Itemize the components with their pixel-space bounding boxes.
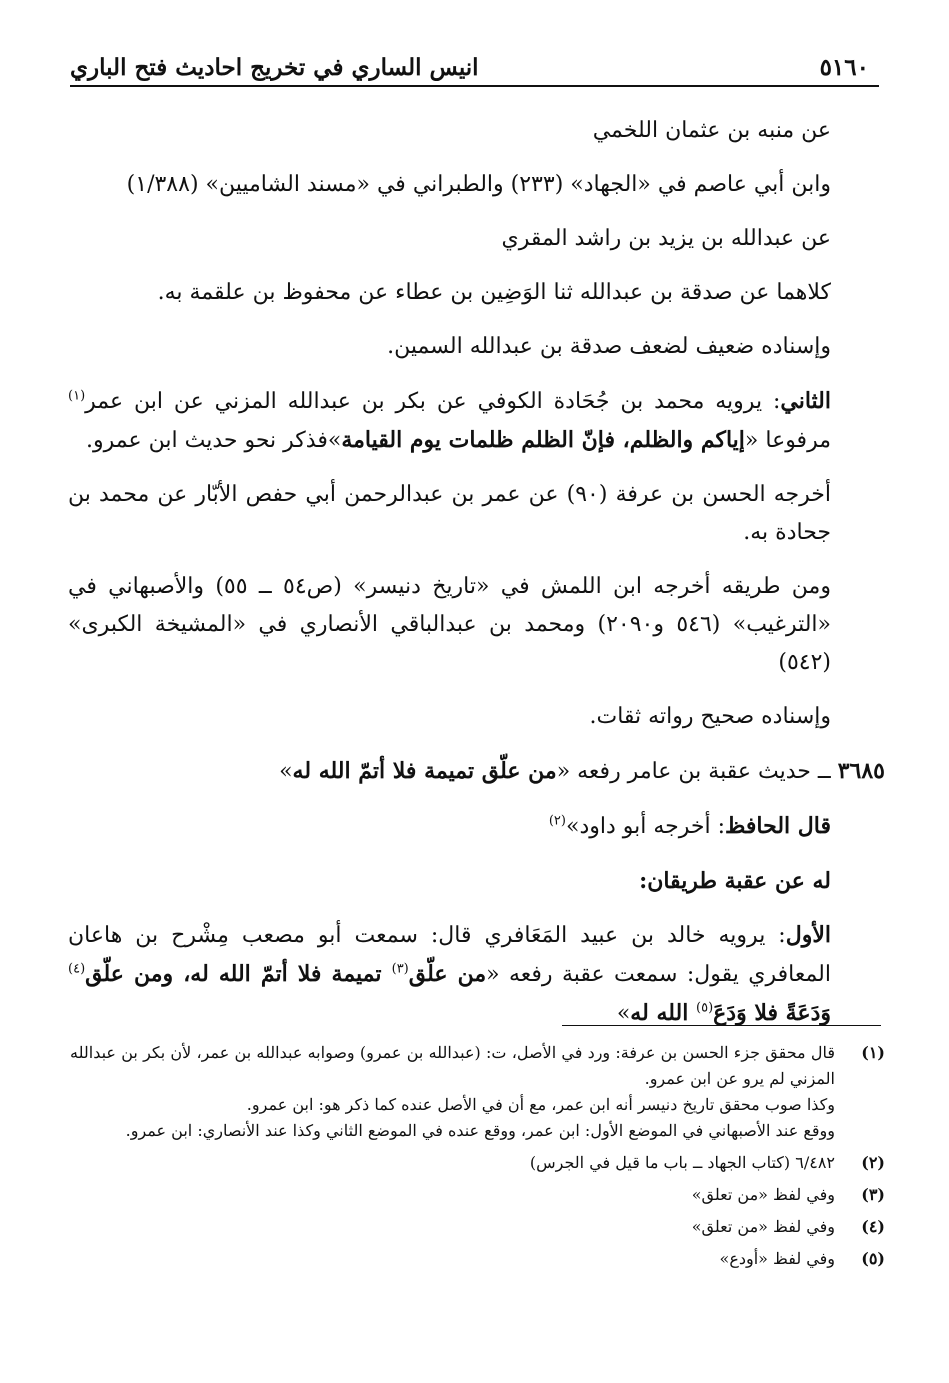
footnote-text: وفي لفظ «أودع» <box>719 1249 835 1268</box>
hadith-text: إياكم والظلم، فإنّ الظلم ظلمات يوم القيامة <box>341 427 745 453</box>
paragraph: أخرجه الحسن بن عرفة (٩٠) عن عمر بن عبدالرحمن أبي حفص الأبّار عن محمد بن جحادة به. <box>68 482 832 545</box>
footnote-line: وكذا صوب محقق تاريخ دنيسر أنه ابن عمر، مع أن في الأصل عنده كما ذكر هو: ابن عمرو. <box>246 1095 835 1114</box>
footnote-number: (١) <box>861 1043 885 1062</box>
footnote-ref: (٣) <box>391 961 409 977</box>
paragraph: وابن أبي عاصم في «الجهاد» (٢٣٣) والطبراني في «مسند الشاميين» (١/٣٨٨) <box>126 172 831 197</box>
footnote-number: (٣) <box>861 1185 885 1204</box>
footnote-ref: (٢) <box>548 813 566 829</box>
footnote-number: (٢) <box>861 1153 885 1172</box>
hadith-text: الله له <box>630 1000 696 1026</box>
footnote-text <box>70 1040 835 1144</box>
footnote-number: (٤) <box>861 1217 885 1236</box>
header-divider <box>70 85 879 87</box>
text: »فذكر نحو حديث ابن عمرو. <box>86 428 342 453</box>
page-header <box>70 46 879 86</box>
hadith-heading <box>68 752 885 791</box>
route-label: الثاني <box>780 388 831 414</box>
footnote-text: وفي لفظ «من تعلق» <box>691 1185 835 1204</box>
footnote-number: (٥) <box>861 1249 885 1268</box>
running-title: انيس الساري في تخريج احاديث فتح الباري <box>70 54 479 81</box>
main-text <box>68 112 885 1049</box>
footnote-divider <box>562 1025 881 1026</box>
text: مرفوعا « <box>744 428 831 453</box>
paragraph-second-route <box>68 382 885 460</box>
hadith-text: تميمة فلا أتمّ الله له، ومن علّق <box>85 961 392 987</box>
text: : أخرجه أبو داود» <box>565 814 726 839</box>
footnotes <box>70 1040 885 1278</box>
hadith-text: من علّق <box>408 961 487 987</box>
footnote <box>70 1246 885 1272</box>
text: » <box>616 1001 631 1026</box>
footnote-ref: (٤) <box>68 961 86 977</box>
paragraph: ومن طريقه أخرجه ابن اللمش في «تاريخ دنيسر» (ص٥٤ ــ ٥٥) والأصبهاني في «الترغيب» (٥٤٦ و٢٠٩٠) ومحمد بن عبدالباقي الأنصاري في «المشيخة الكبرى» (٥٤٢) <box>68 574 831 675</box>
text: » <box>279 759 293 784</box>
page-number: ٥١٦٠ <box>819 54 869 81</box>
footnote-line: قال محقق جزء الحسن بن عرفة: ورد في الأصل، ت: (عبدالله بن عمرو) وصوابه عبدالله بن عمر، لأن بكر بن عبدالله المزني لم يرو عن ابن عمرو. <box>70 1043 835 1088</box>
paragraph-hafiz <box>68 807 885 846</box>
hadith-text: من علّق تميمة فلا أتمّ الله له <box>292 758 557 784</box>
section-heading: له عن عقبة طريقان: <box>639 868 831 894</box>
text: : يرويه خالد بن عبيد المَعَافري قال: سمعت أبو مصعب مِشْرح بن هاعان المعافري يقول: سمعت عقبة رفعه « <box>68 923 831 987</box>
footnote-text: وفي لفظ «من تعلق» <box>691 1217 835 1236</box>
paragraph: كلاهما عن صدقة بن عبدالله ثنا الوَضِين بن عطاء عن محفوظ بن علقمة به. <box>157 280 831 305</box>
footnote-text: ٦/٤٨٢ (كتاب الجهاد ــ باب ما قيل في الجرس) <box>529 1153 835 1172</box>
paragraph: وإسناده صحيح رواته ثقات. <box>589 704 831 729</box>
text: ــ حديث عقبة بن عامر رفعه « <box>556 759 838 784</box>
footnote-ref: (١) <box>68 388 86 404</box>
footnote <box>70 1040 885 1144</box>
speaker-label: قال الحافظ <box>725 813 831 839</box>
paragraph-first-route <box>68 916 885 1033</box>
hadith-number: ٣٦٨٥ <box>837 758 885 784</box>
paragraph: عن عبدالله بن يزيد بن راشد المقري <box>501 226 831 251</box>
hadith-text: وَدَعَةً فلا وَدَعَ <box>713 1000 831 1026</box>
paragraph: عن منبه بن عثمان اللخمي <box>592 118 831 143</box>
paragraph: وإسناده ضعيف لضعف صدقة بن عبدالله السمين. <box>387 334 831 359</box>
footnote <box>70 1182 885 1208</box>
text: : يرويه محمد بن جُحَادة الكوفي عن بكر بن عبدالله المزني عن ابن عمر <box>85 389 781 414</box>
footnote <box>70 1214 885 1240</box>
route-label: الأول <box>785 922 831 948</box>
footnote-line: ووقع عند الأصبهاني في الموضع الأول: ابن عمر، ووقع عنده في الموضع الثاني وكذا عند الأنصاري: ابن عمرو. <box>125 1121 835 1140</box>
footnote <box>70 1150 885 1176</box>
footnote-ref: (٥) <box>696 1000 714 1016</box>
